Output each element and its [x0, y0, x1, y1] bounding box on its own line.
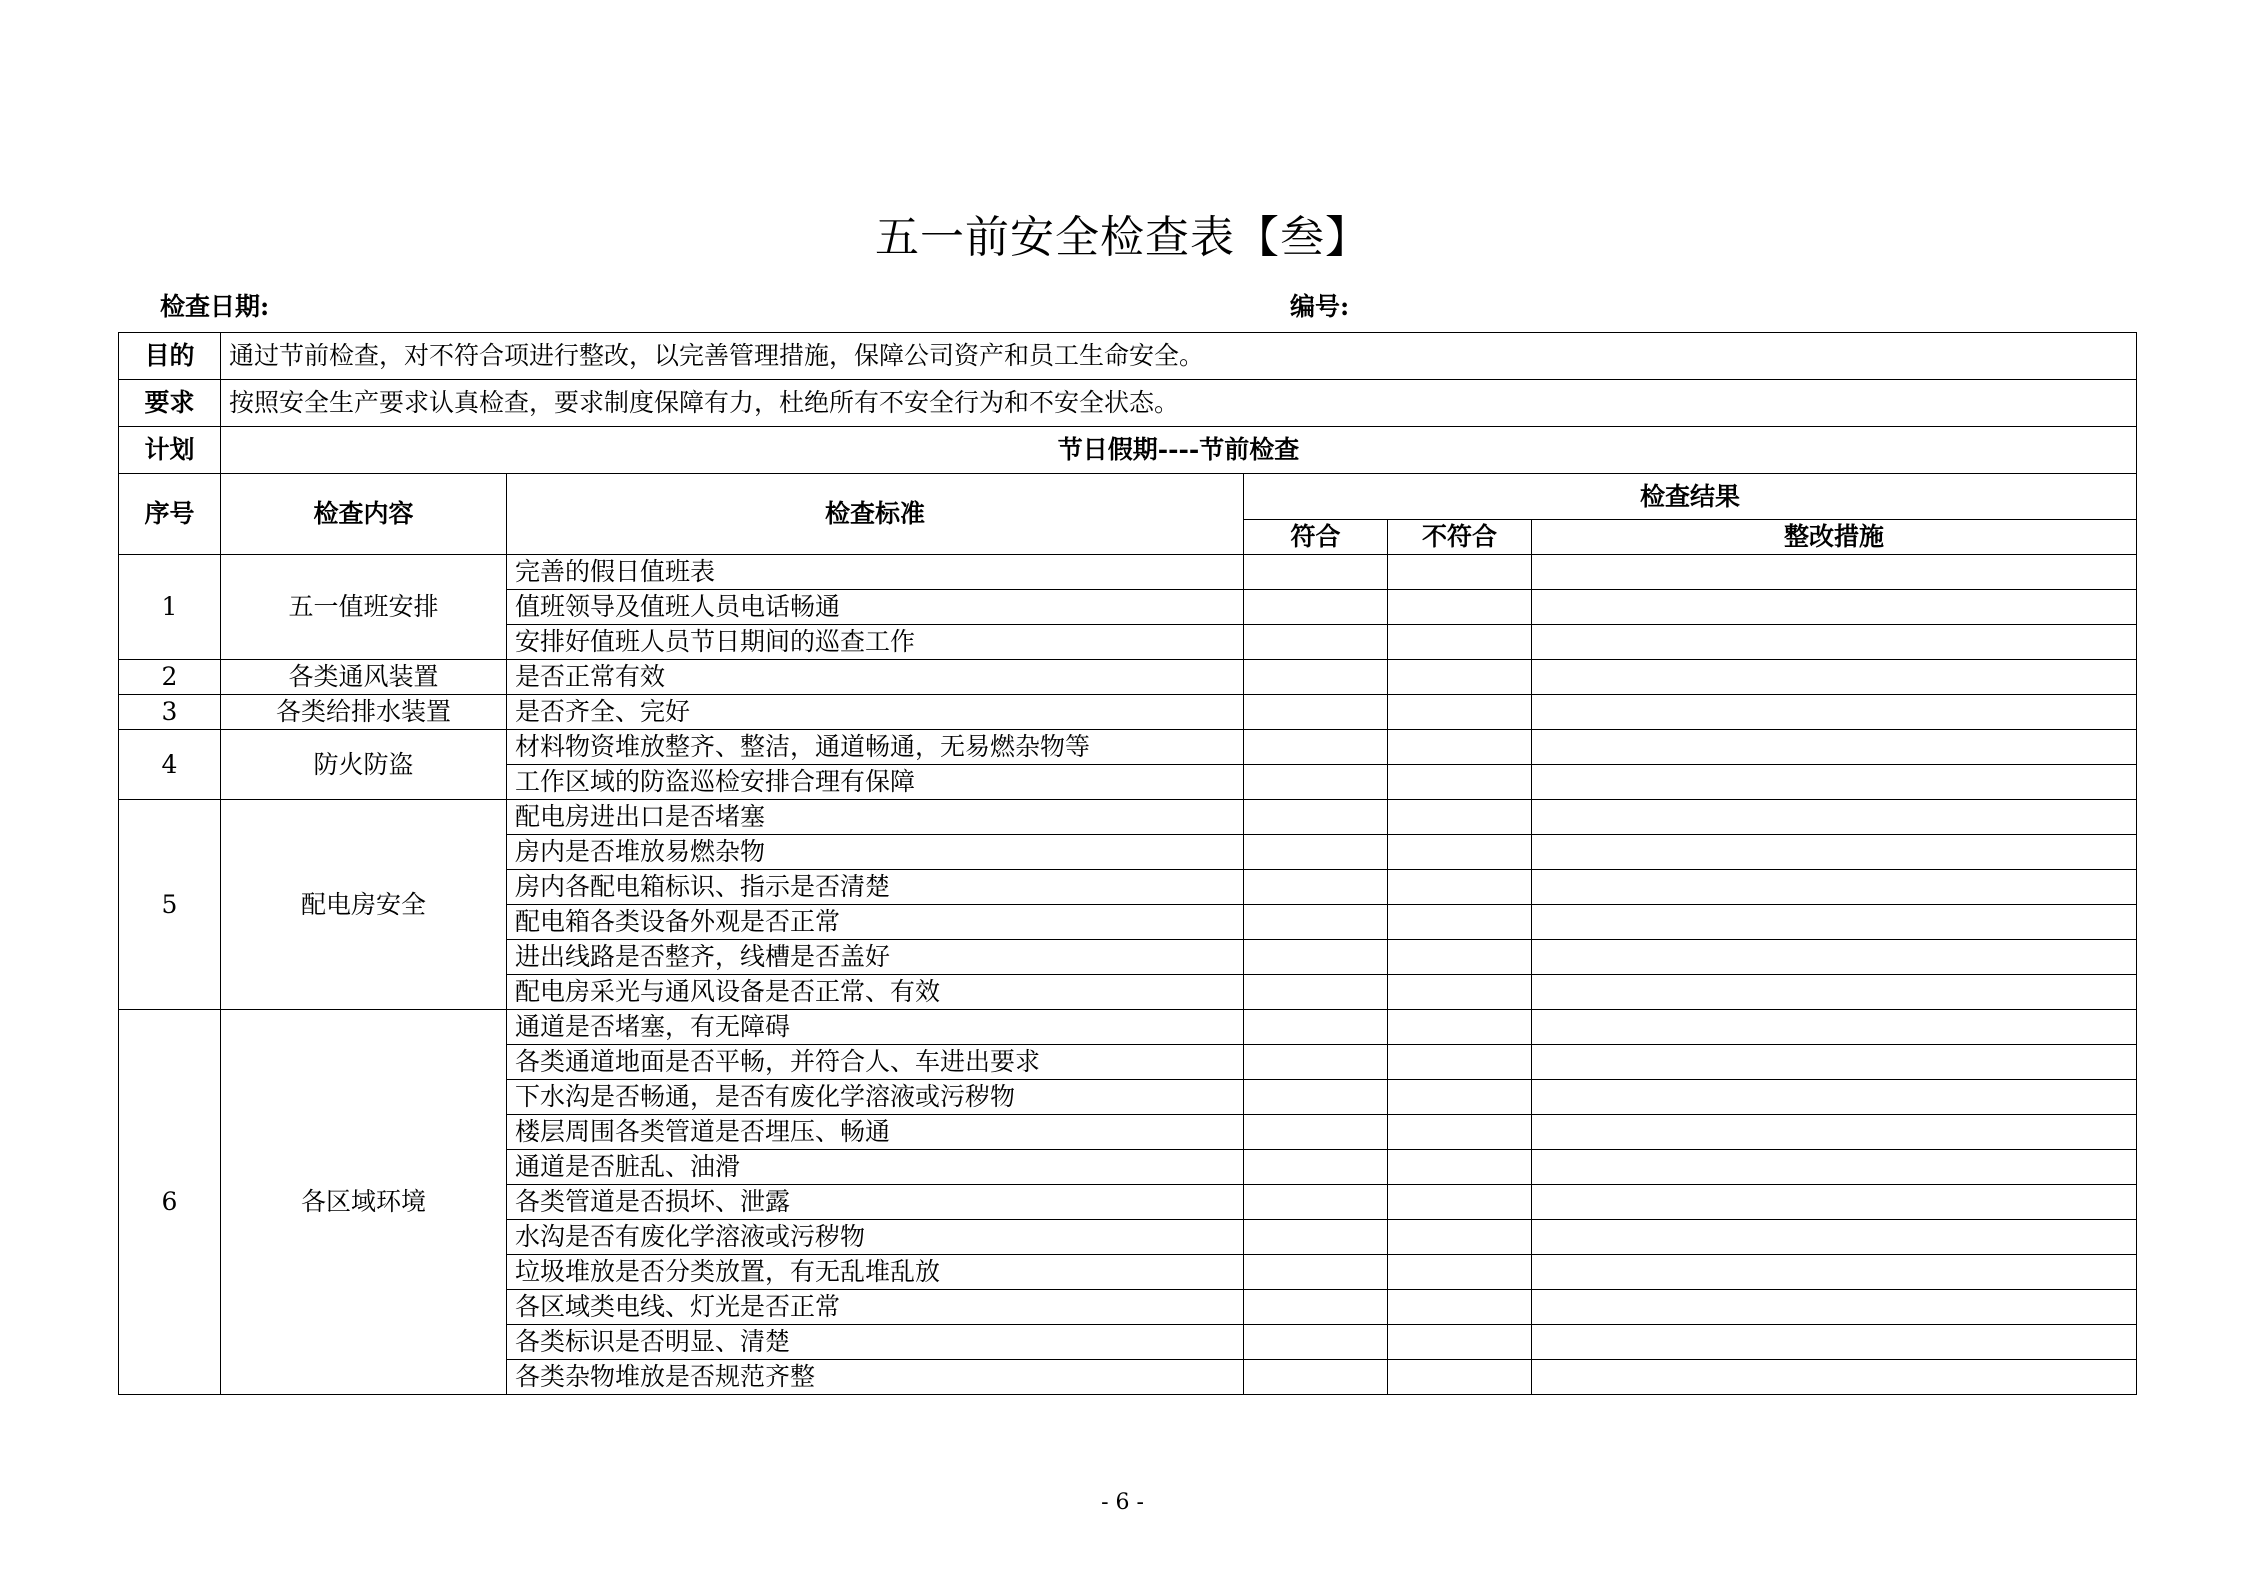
fix-cell[interactable]: [1532, 730, 2137, 765]
fail-cell[interactable]: [1388, 1150, 1532, 1185]
row-standard: 配电房进出口是否堵塞: [507, 800, 1244, 835]
fix-cell[interactable]: [1532, 1185, 2137, 1220]
plan-text: 节日假期----节前检查: [221, 427, 2137, 474]
requirement-label: 要求: [119, 380, 221, 427]
pass-cell[interactable]: [1244, 730, 1388, 765]
page-number: - 6 -: [1101, 1490, 1144, 1515]
row-standard: 工作区域的防盗巡检安排合理有保障: [507, 765, 1244, 800]
row-seq: 2: [119, 660, 221, 695]
row-standard: 各类标识是否明显、清楚: [507, 1325, 1244, 1360]
header-standard: 检查标准: [507, 474, 1244, 555]
fail-cell[interactable]: [1388, 800, 1532, 835]
fail-cell[interactable]: [1388, 1255, 1532, 1290]
header-fail: 不符合: [1388, 520, 1532, 555]
pass-cell[interactable]: [1244, 1045, 1388, 1080]
pass-cell[interactable]: [1244, 1325, 1388, 1360]
fix-cell[interactable]: [1532, 695, 2137, 730]
fail-cell[interactable]: [1388, 835, 1532, 870]
row-standard: 各类杂物堆放是否规范齐整: [507, 1360, 1244, 1395]
row-standard: 各类管道是否损坏、泄露: [507, 1185, 1244, 1220]
header-result: 检查结果: [1244, 474, 2137, 520]
pass-cell[interactable]: [1244, 555, 1388, 590]
row-content: 各区域环境: [221, 1010, 507, 1395]
pass-cell[interactable]: [1244, 625, 1388, 660]
check-date-label: 检查日期:: [160, 292, 270, 321]
row-standard: 楼层周围各类管道是否埋压、畅通: [507, 1115, 1244, 1150]
fix-cell[interactable]: [1532, 1255, 2137, 1290]
row-standard: 安排好值班人员节日期间的巡查工作: [507, 625, 1244, 660]
fail-cell[interactable]: [1388, 730, 1532, 765]
pass-cell[interactable]: [1244, 800, 1388, 835]
requirement-text: 按照安全生产要求认真检查，要求制度保障有力，杜绝所有不安全行为和不安全状态。: [221, 380, 2137, 427]
row-content: 配电房安全: [221, 800, 507, 1010]
row-seq: 1: [119, 555, 221, 660]
pass-cell[interactable]: [1244, 975, 1388, 1010]
fail-cell[interactable]: [1388, 1290, 1532, 1325]
row-content: 各类通风装置: [221, 660, 507, 695]
row-standard: 进出线路是否整齐，线槽是否盖好: [507, 940, 1244, 975]
fix-cell[interactable]: [1532, 800, 2137, 835]
number-label: 编号:: [1290, 292, 1350, 321]
row-standard: 下水沟是否畅通，是否有废化学溶液或污秽物: [507, 1080, 1244, 1115]
table-row: [119, 660, 2137, 695]
row-standard: 各类通道地面是否平畅，并符合人、车进出要求: [507, 1045, 1244, 1080]
fail-cell[interactable]: [1388, 625, 1532, 660]
pass-cell[interactable]: [1244, 1115, 1388, 1150]
pass-cell[interactable]: [1244, 1010, 1388, 1045]
pass-cell[interactable]: [1244, 1290, 1388, 1325]
pass-cell[interactable]: [1244, 695, 1388, 730]
fix-cell[interactable]: [1532, 660, 2137, 695]
pass-cell[interactable]: [1244, 660, 1388, 695]
row-content: 防火防盗: [221, 730, 507, 800]
fail-cell[interactable]: [1388, 695, 1532, 730]
pass-cell[interactable]: [1244, 1360, 1388, 1395]
row-standard: 水沟是否有废化学溶液或污秽物: [507, 1220, 1244, 1255]
fix-cell[interactable]: [1532, 1220, 2137, 1255]
fail-cell[interactable]: [1388, 1220, 1532, 1255]
table-row: [119, 800, 2137, 835]
fix-cell[interactable]: [1532, 1115, 2137, 1150]
pass-cell[interactable]: [1244, 905, 1388, 940]
table-row: [119, 555, 2137, 590]
fix-cell[interactable]: [1532, 765, 2137, 800]
row-standard: 配电箱各类设备外观是否正常: [507, 905, 1244, 940]
table-row: [119, 730, 2137, 765]
pass-cell[interactable]: [1244, 870, 1388, 905]
row-standard: 房内各配电箱标识、指示是否清楚: [507, 870, 1244, 905]
fix-cell[interactable]: [1532, 905, 2137, 940]
row-standard: 材料物资堆放整齐、整洁，通道畅通，无易燃杂物等: [507, 730, 1244, 765]
row-standard: 值班领导及值班人员电话畅通: [507, 590, 1244, 625]
fail-cell[interactable]: [1388, 975, 1532, 1010]
fix-cell[interactable]: [1532, 1010, 2137, 1045]
fail-cell[interactable]: [1388, 1045, 1532, 1080]
fix-cell[interactable]: [1532, 1150, 2137, 1185]
fix-cell[interactable]: [1532, 870, 2137, 905]
header-seq: 序号: [119, 474, 221, 555]
header-pass: 符合: [1244, 520, 1388, 555]
fix-cell[interactable]: [1532, 1045, 2137, 1080]
fix-cell[interactable]: [1532, 1360, 2137, 1395]
row-standard: 配电房采光与通风设备是否正常、有效: [507, 975, 1244, 1010]
pass-cell[interactable]: [1244, 765, 1388, 800]
fail-cell[interactable]: [1388, 1115, 1532, 1150]
header-content: 检查内容: [221, 474, 507, 555]
fail-cell[interactable]: [1388, 555, 1532, 590]
fail-cell[interactable]: [1388, 1185, 1532, 1220]
fail-cell[interactable]: [1388, 940, 1532, 975]
fix-cell[interactable]: [1532, 1325, 2137, 1360]
row-standard: 通道是否堵塞，有无障碍: [507, 1010, 1244, 1045]
table-row: [119, 1010, 2137, 1045]
fail-cell[interactable]: [1388, 870, 1532, 905]
pass-cell[interactable]: [1244, 1185, 1388, 1220]
pass-cell[interactable]: [1244, 1255, 1388, 1290]
fix-cell[interactable]: [1532, 835, 2137, 870]
row-standard: 房内是否堆放易燃杂物: [507, 835, 1244, 870]
table-row: [119, 695, 2137, 730]
fail-cell[interactable]: [1388, 1360, 1532, 1395]
row-seq: 4: [119, 730, 221, 800]
fix-cell[interactable]: [1532, 590, 2137, 625]
row-content: 五一值班安排: [221, 555, 507, 660]
inspection-table: [118, 332, 2137, 1395]
fail-cell[interactable]: [1388, 590, 1532, 625]
fix-cell[interactable]: [1532, 940, 2137, 975]
fix-cell[interactable]: [1532, 555, 2137, 590]
purpose-label: 目的: [119, 333, 221, 380]
page-title: 五一前安全检查表【叁】: [875, 212, 1370, 263]
pass-cell[interactable]: [1244, 1150, 1388, 1185]
row-standard: 垃圾堆放是否分类放置，有无乱堆乱放: [507, 1255, 1244, 1290]
row-standard: 各区域类电线、灯光是否正常: [507, 1290, 1244, 1325]
pass-cell[interactable]: [1244, 1220, 1388, 1255]
fail-cell[interactable]: [1388, 1080, 1532, 1115]
pass-cell[interactable]: [1244, 940, 1388, 975]
row-content: 各类给排水装置: [221, 695, 507, 730]
fail-cell[interactable]: [1388, 1325, 1532, 1360]
fail-cell[interactable]: [1388, 765, 1532, 800]
row-seq: 3: [119, 695, 221, 730]
row-seq: 6: [119, 1010, 221, 1395]
fail-cell[interactable]: [1388, 660, 1532, 695]
fix-cell[interactable]: [1532, 1290, 2137, 1325]
row-seq: 5: [119, 800, 221, 1010]
plan-label: 计划: [119, 427, 221, 474]
fix-cell[interactable]: [1532, 1080, 2137, 1115]
pass-cell[interactable]: [1244, 590, 1388, 625]
header-fix: 整改措施: [1532, 520, 2137, 555]
fix-cell[interactable]: [1532, 975, 2137, 1010]
row-standard: 完善的假日值班表: [507, 555, 1244, 590]
row-standard: 通道是否脏乱、油滑: [507, 1150, 1244, 1185]
pass-cell[interactable]: [1244, 835, 1388, 870]
pass-cell[interactable]: [1244, 1080, 1388, 1115]
purpose-text: 通过节前检查，对不符合项进行整改，以完善管理措施，保障公司资产和员工生命安全。: [221, 333, 2137, 380]
fail-cell[interactable]: [1388, 1010, 1532, 1045]
row-standard: 是否正常有效: [507, 660, 1244, 695]
row-standard: 是否齐全、完好: [507, 695, 1244, 730]
fix-cell[interactable]: [1532, 625, 2137, 660]
fail-cell[interactable]: [1388, 905, 1532, 940]
